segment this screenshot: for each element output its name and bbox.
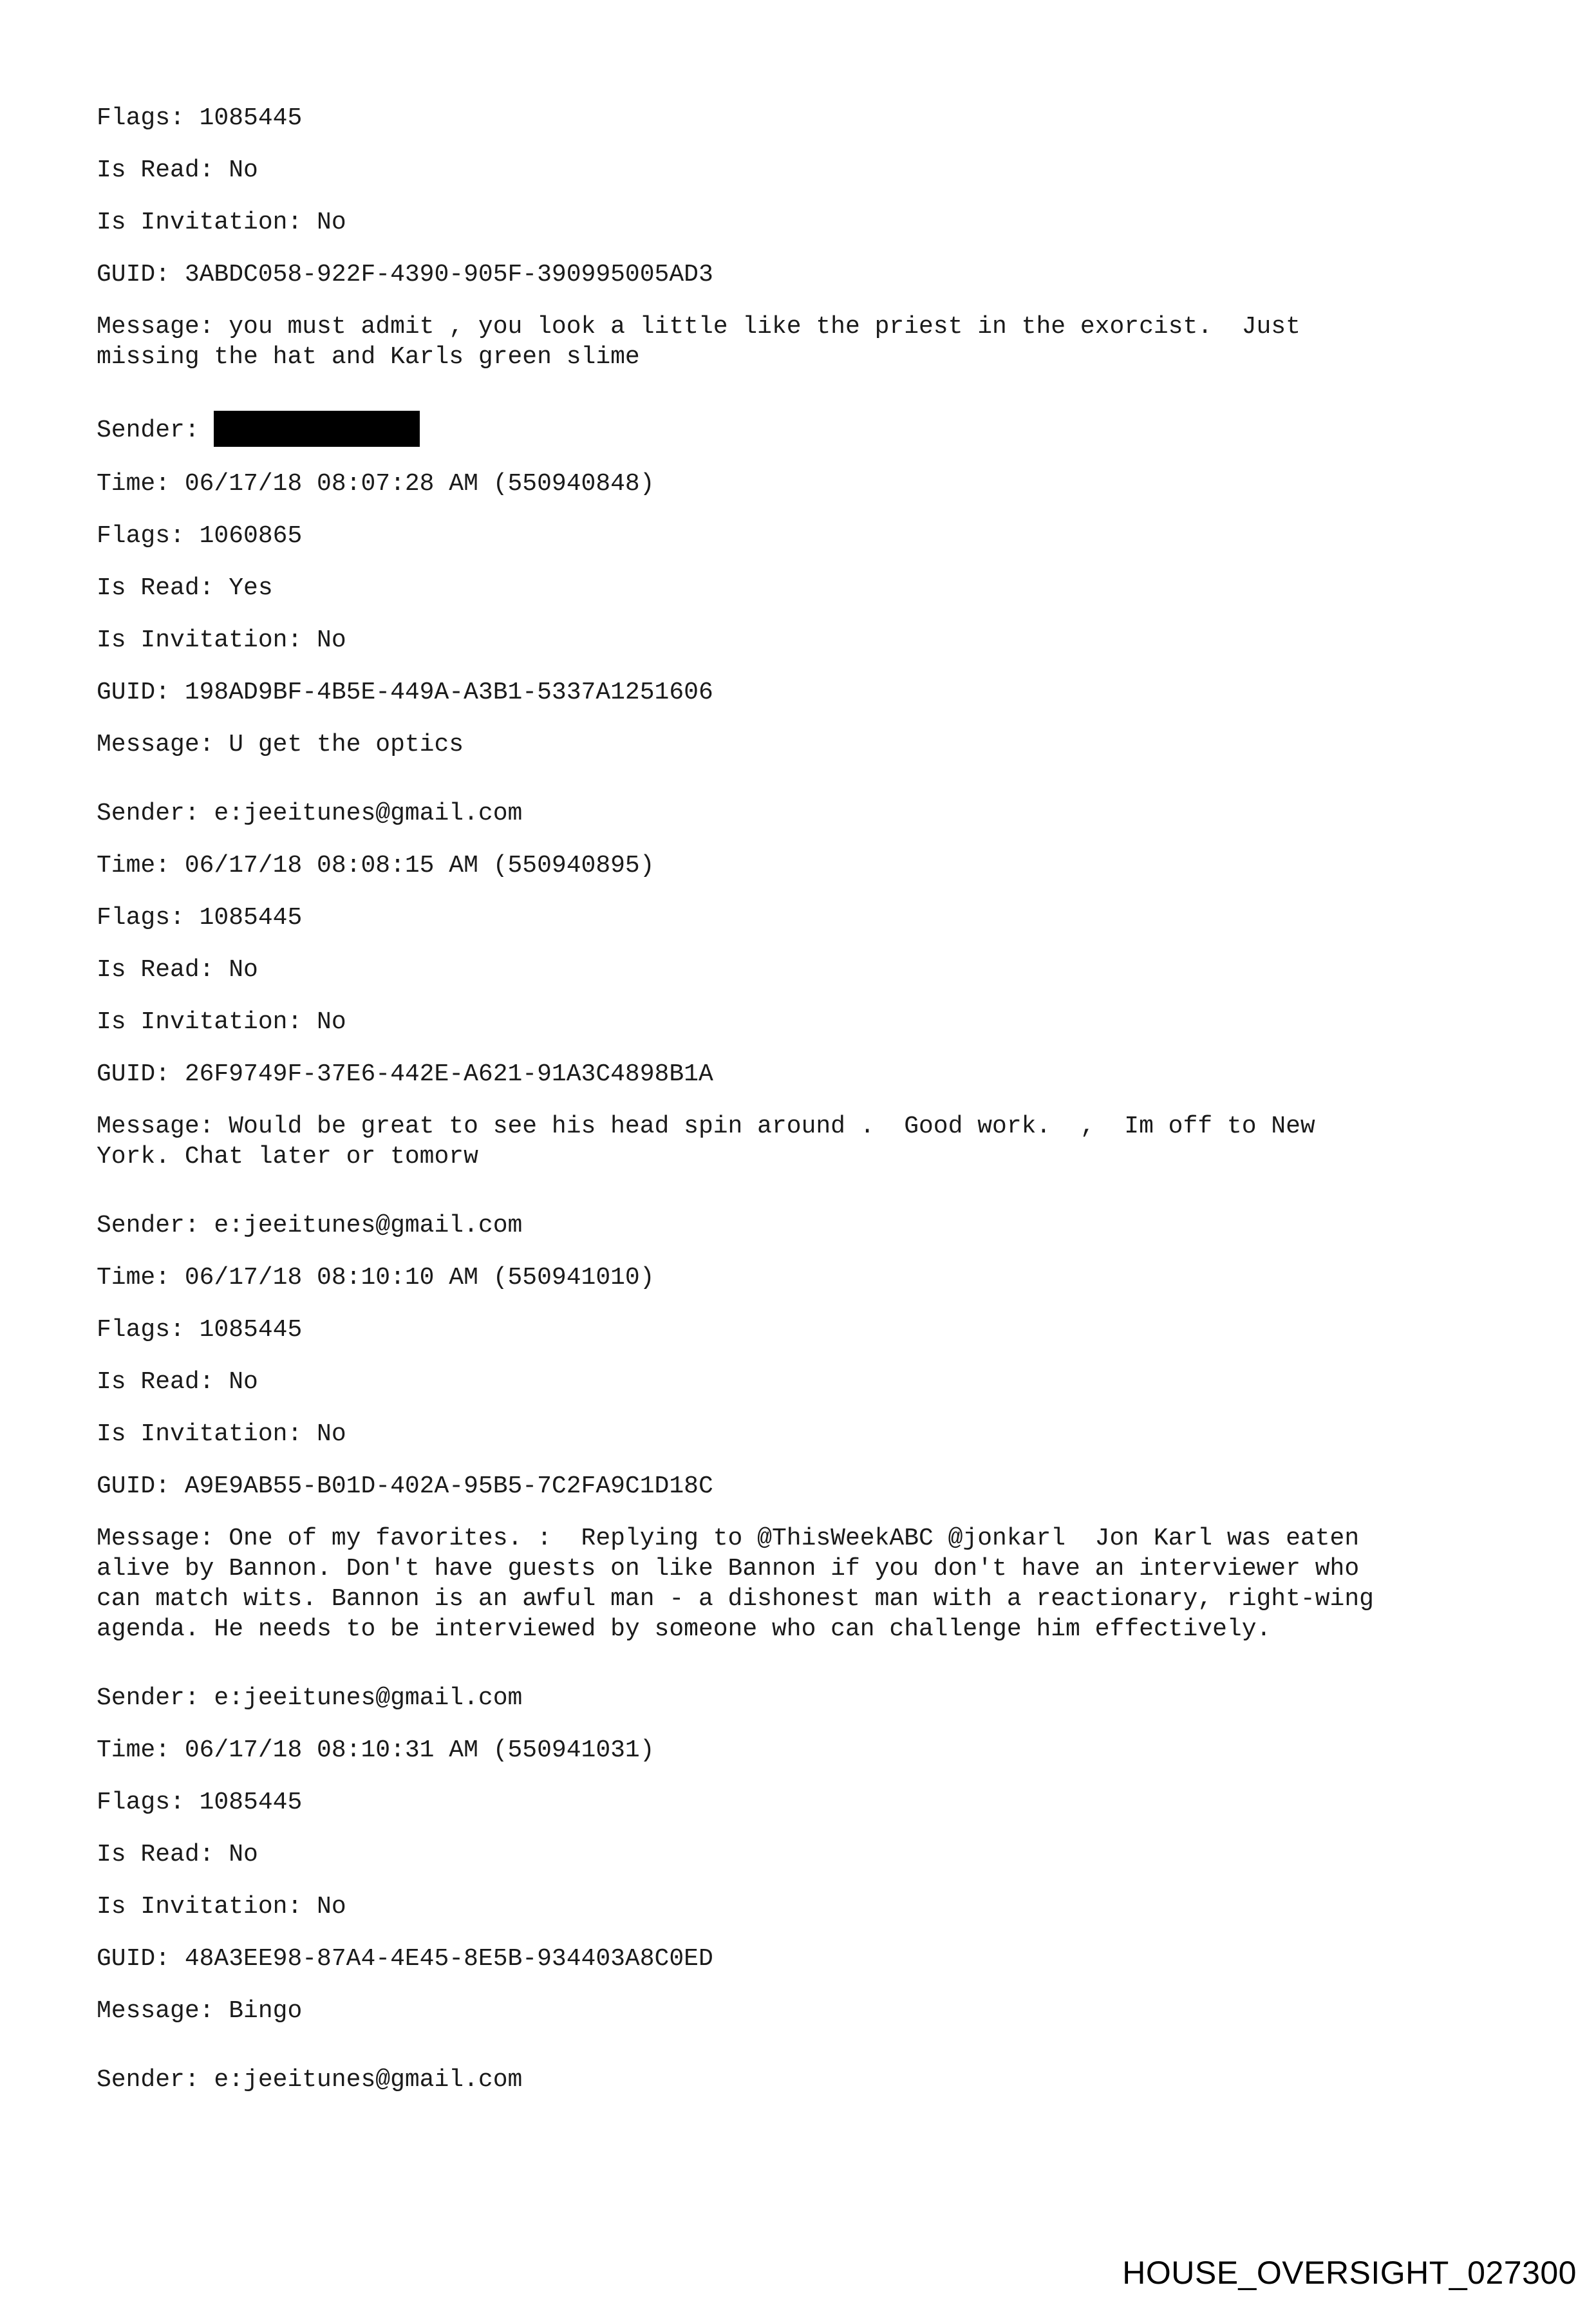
message-record	[97, 411, 1513, 760]
time-field: Time: 06/17/18 08:07:28 AM (550940848)	[97, 470, 655, 498]
message-record	[97, 2065, 1513, 2095]
message-line: Message: Bingo	[97, 1997, 303, 2025]
redaction-box	[214, 411, 420, 447]
is-read-field: Is Read: No	[97, 156, 258, 184]
message-body	[97, 312, 1513, 372]
sender-field	[97, 411, 1513, 447]
is-read-field: Is Read: No	[97, 956, 258, 984]
message-line: Message: U get the optics	[97, 731, 464, 758]
is-read-field: Is Read: No	[97, 1841, 258, 1868]
is-read-field: Is Read: Yes	[97, 574, 273, 602]
sender-field: Sender: e:jeeitunes@gmail.com	[97, 1212, 523, 1239]
message-body	[97, 1111, 1513, 1172]
guid-field: GUID: 26F9749F-37E6-442E-A621-91A3C4898B1A	[97, 1060, 713, 1088]
is-invitation-field: Is Invitation: No	[97, 1420, 346, 1448]
message-record	[97, 103, 1513, 372]
guid-field: GUID: A9E9AB55-B01D-402A-95B5-7C2FA9C1D18C	[97, 1472, 713, 1500]
message-record	[97, 798, 1513, 1172]
sender-label: Sender:	[97, 417, 200, 444]
is-read-field: Is Read: No	[97, 1368, 258, 1396]
is-invitation-field: Is Invitation: No	[97, 626, 346, 654]
document-page	[97, 103, 1513, 2117]
message-line: missing the hat and Karls green slime	[97, 343, 640, 371]
sender-field: Sender: e:jeeitunes@gmail.com	[97, 2066, 523, 2094]
message-line: Message: you must admit , you look a little like the priest in the exorcist. Just	[97, 313, 1300, 341]
guid-field: GUID: 48A3EE98-87A4-4E45-8E5B-934403A8C0ED	[97, 1945, 713, 1973]
message-record	[97, 1683, 1513, 2026]
flags-field: Flags: 1060865	[97, 522, 303, 550]
guid-field: GUID: 198AD9BF-4B5E-449A-A3B1-5337A1251606	[97, 679, 713, 706]
is-invitation-field: Is Invitation: No	[97, 1893, 346, 1921]
flags-field: Flags: 1085445	[97, 1316, 303, 1344]
flags-field: Flags: 1085445	[97, 104, 303, 132]
time-field: Time: 06/17/18 08:10:31 AM (550941031)	[97, 1736, 655, 1764]
message-line: agenda. He needs to be interviewed by someone who can challenge him effectively.	[97, 1615, 1272, 1643]
is-invitation-field: Is Invitation: No	[97, 1008, 346, 1036]
message-line: alive by Bannon. Don't have guests on like Bannon if you don't have an interviewer who	[97, 1555, 1360, 1583]
message-line: can match wits. Bannon is an awful man - a dishonest man with a reactionary, right-wing	[97, 1585, 1374, 1613]
time-field: Time: 06/17/18 08:08:15 AM (550940895)	[97, 852, 655, 879]
sender-field: Sender: e:jeeitunes@gmail.com	[97, 1684, 523, 1712]
message-body	[97, 1523, 1513, 1644]
flags-field: Flags: 1085445	[97, 904, 303, 932]
time-field: Time: 06/17/18 08:10:10 AM (550941010)	[97, 1264, 655, 1292]
flags-field: Flags: 1085445	[97, 1789, 303, 1816]
guid-field: GUID: 3ABDC058-922F-4390-905F-390995005AD3	[97, 261, 713, 288]
message-line: York. Chat later or tomorw	[97, 1143, 478, 1170]
sender-field: Sender: e:jeeitunes@gmail.com	[97, 800, 523, 827]
message-line: Message: Would be great to see his head spin around . Good work. , Im off to New	[97, 1113, 1315, 1140]
message-record	[97, 1210, 1513, 1644]
bates-stamp: HOUSE_OVERSIGHT_027300	[1122, 2255, 1577, 2291]
is-invitation-field: Is Invitation: No	[97, 209, 346, 236]
message-line: Message: One of my favorites. : Replying to @ThisWeekABC @jonkarl Jon Karl was eaten	[97, 1525, 1360, 1552]
message-body	[97, 1996, 1513, 2026]
message-body	[97, 729, 1513, 760]
